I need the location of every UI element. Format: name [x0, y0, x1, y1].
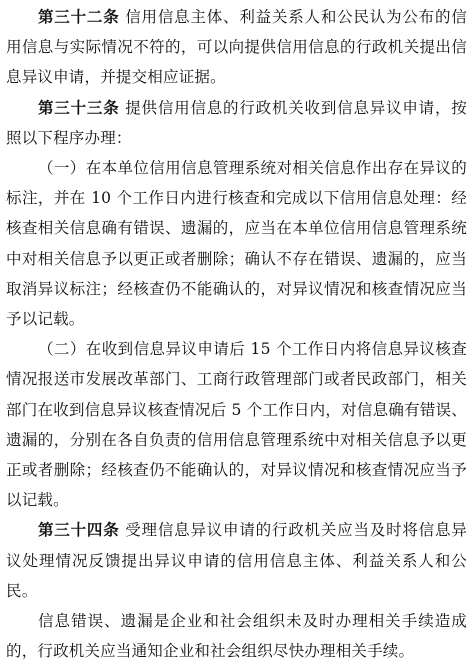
paragraph-text: （一）在本单位信用信息管理系统对相关信息作出存在异议的标注，并在 10 个工作日内进行核查和完成以下信用信息处理：经核查相关信息确有错误、遗漏的，应当在本单位信用信息管理系统中对相关信息予以更正或者删除；确认不存在错误、遗漏的，应当取消异议标注；经核查仍不能确认的，对异议情况和核查情况应当予以记载。 — [6, 159, 467, 329]
paragraph-article-32 — [6, 2, 467, 93]
article-heading: 第三十三条 — [38, 98, 120, 117]
paragraph-item-2 — [6, 334, 467, 515]
paragraph-text: 信用信息主体、利益关系人和公民认为公布的信用信息与实际情况不符的，可以向提供信用信息的行政机关提出信息异议申请，并提交相应证据。 — [6, 8, 467, 87]
paragraph-item-1 — [6, 153, 467, 334]
paragraph-article-33 — [6, 93, 467, 153]
paragraph-text: 提供信用信息的行政机关收到信息异议申请，按照以下程序办理： — [6, 98, 467, 147]
article-heading: 第三十四条 — [38, 521, 120, 540]
paragraph-text: （二）在收到信息异议申请后 15 个工作日内将信息异议核查情况报送市发展改革部门、工商行政管理部门或者民政部门，相关部门在收到信息异议核查情况后 5 个工作日内，对信息确有错误、遗漏的，分别在各自负责的信用信息管理系统中对相关信息予以更正或者删除；经核查仍不能确认的，对异议情况和核查情况应当予以记载。 — [6, 340, 467, 510]
paragraph-text: 受理信息异议申请的行政机关应当及时将信息异议处理情况反馈提出异议申请的信用信息主体、利益关系人和公民。 — [6, 521, 467, 600]
paragraph-article-34 — [6, 515, 467, 606]
paragraph-article-34-continued — [6, 606, 467, 666]
paragraph-text: 信息错误、遗漏是企业和社会组织未及时办理相关手续造成的，行政机关应当通知企业和社会组织尽快办理相关手续。 — [6, 612, 467, 661]
article-heading: 第三十二条 — [38, 8, 120, 26]
